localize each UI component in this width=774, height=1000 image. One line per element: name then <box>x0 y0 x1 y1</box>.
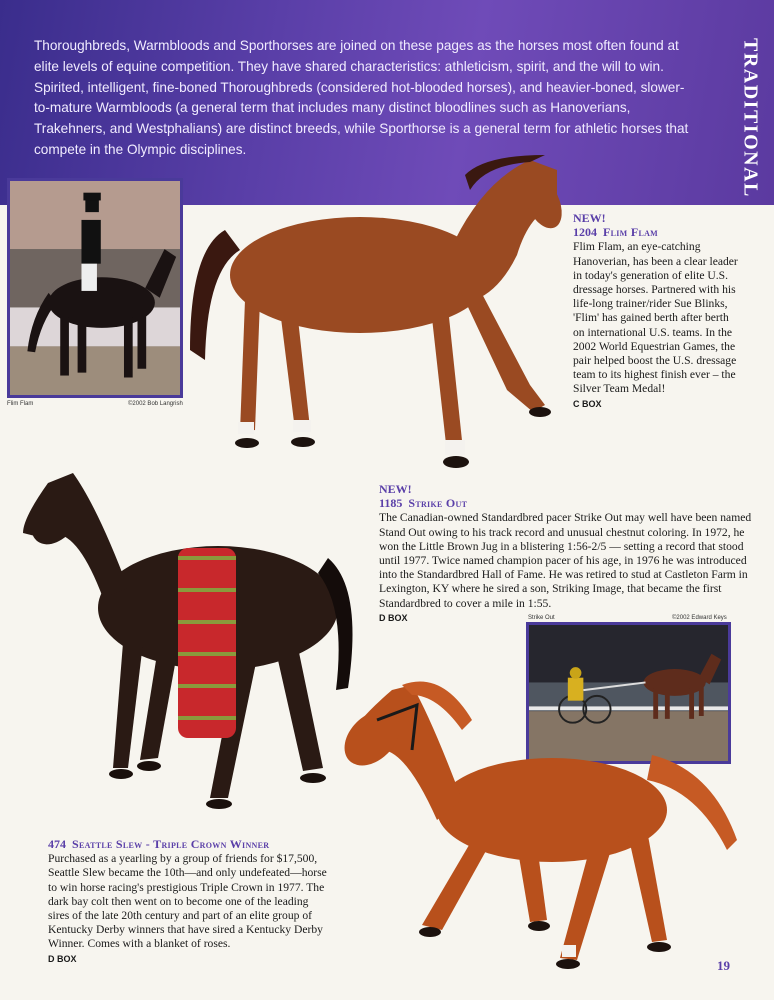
entry-heading <box>379 496 753 510</box>
entry-description: Purchased as a yearling by a group of friends for $17,500, Seattle Slew became the 10th—and only undefeated—horse to win horse racing's prestigious Triple Crown in 1977. The dark bay colt then went on to become one of the leading sires of the late 20th century and part of an elite group of Kentucky Derby winners that have sired a Kentucky Derby Winner. Comes with a blanket of roses. <box>48 852 327 951</box>
product-number: 1185 <box>379 496 403 511</box>
page-number: 19 <box>717 958 730 973</box>
flim-flam-photo <box>7 178 183 398</box>
entry-seattle-slew <box>48 837 330 966</box>
box-label: D BOX <box>379 612 408 623</box>
flim-flam-photo-credit: ©2002 Bob Langrish <box>128 401 183 407</box>
flim-flam-model-image <box>185 150 575 475</box>
intro-paragraph: Thoroughbreds, Warmbloods and Sporthorses are joined on these pages as the horses most often found at elite levels of equine competition. They have shared characteristics: athleticism, spirit, and the will to win. Spirited, intelligent, fine-boned Thoroughbreds (considered hot-blooded horses), and heavier-boned, slower-to-mature Warmbloods (a general term that includes many distinct bloodlines such as Hanoverians, Trakehners, and Westphalians) are distinct breeds, while Sporthorse is a general term for athletic horses that compete in the Olympic disciplines. <box>34 38 689 157</box>
product-name: Flim Flam <box>603 225 659 240</box>
product-number: 1204 <box>573 225 597 240</box>
flim-flam-photo-caption: Flim Flam <box>7 401 34 407</box>
entry-strike-out <box>379 482 753 625</box>
strike-out-photo-credit: ©2002 Edward Keys <box>672 615 727 621</box>
product-name: Strike Out <box>408 496 468 511</box>
new-badge: NEW! <box>379 482 412 496</box>
entry-heading <box>573 225 741 239</box>
entry-flim-flam <box>573 211 741 411</box>
entry-description: Flim Flam, an eye-catching Hanoverian, has been a clear leader in today's generation of elite U.S. dressage horses. Partnered with his life-long trainer/rider Sue Blinks, 'Flim' has gained berth after berth on international U.S. teams. In the 2002 World Equestrian Games, the pair helped boost the U.S. dressage team to its highest finish ever – the Silver Team Medal! <box>573 240 738 396</box>
box-label: D BOX <box>48 953 77 964</box>
entry-heading <box>48 837 330 851</box>
strike-out-model-image <box>342 660 750 980</box>
product-number: 474 <box>48 837 66 851</box>
product-name: Seattle Slew - Triple Crown Winner <box>72 837 270 851</box>
entry-description: The Canadian-owned Standardbred pacer Strike Out may well have been named Stand Out owing to his track record and unusual chestnut coloring. In 1972, he won the Little Brown Jug in a blistering 1:56-2/5 — setting a record that stood until 1977. Twice named champion pacer of his age, in 1976 he was introduced into the Standardbred Hall of Fame. He was retired to stud at Castleton Farm in Lexington, KY where he sired a son, Striking Image, that became the first Standardbred to cover a mile in 1:55. <box>379 511 752 610</box>
new-badge: NEW! <box>573 211 606 225</box>
section-title: TRADITIONAL <box>739 38 762 198</box>
strike-out-photo-caption: Strike Out <box>528 615 555 621</box>
section-tab <box>726 0 774 205</box>
box-label: C BOX <box>573 398 602 409</box>
seattle-slew-model-image <box>18 438 366 818</box>
